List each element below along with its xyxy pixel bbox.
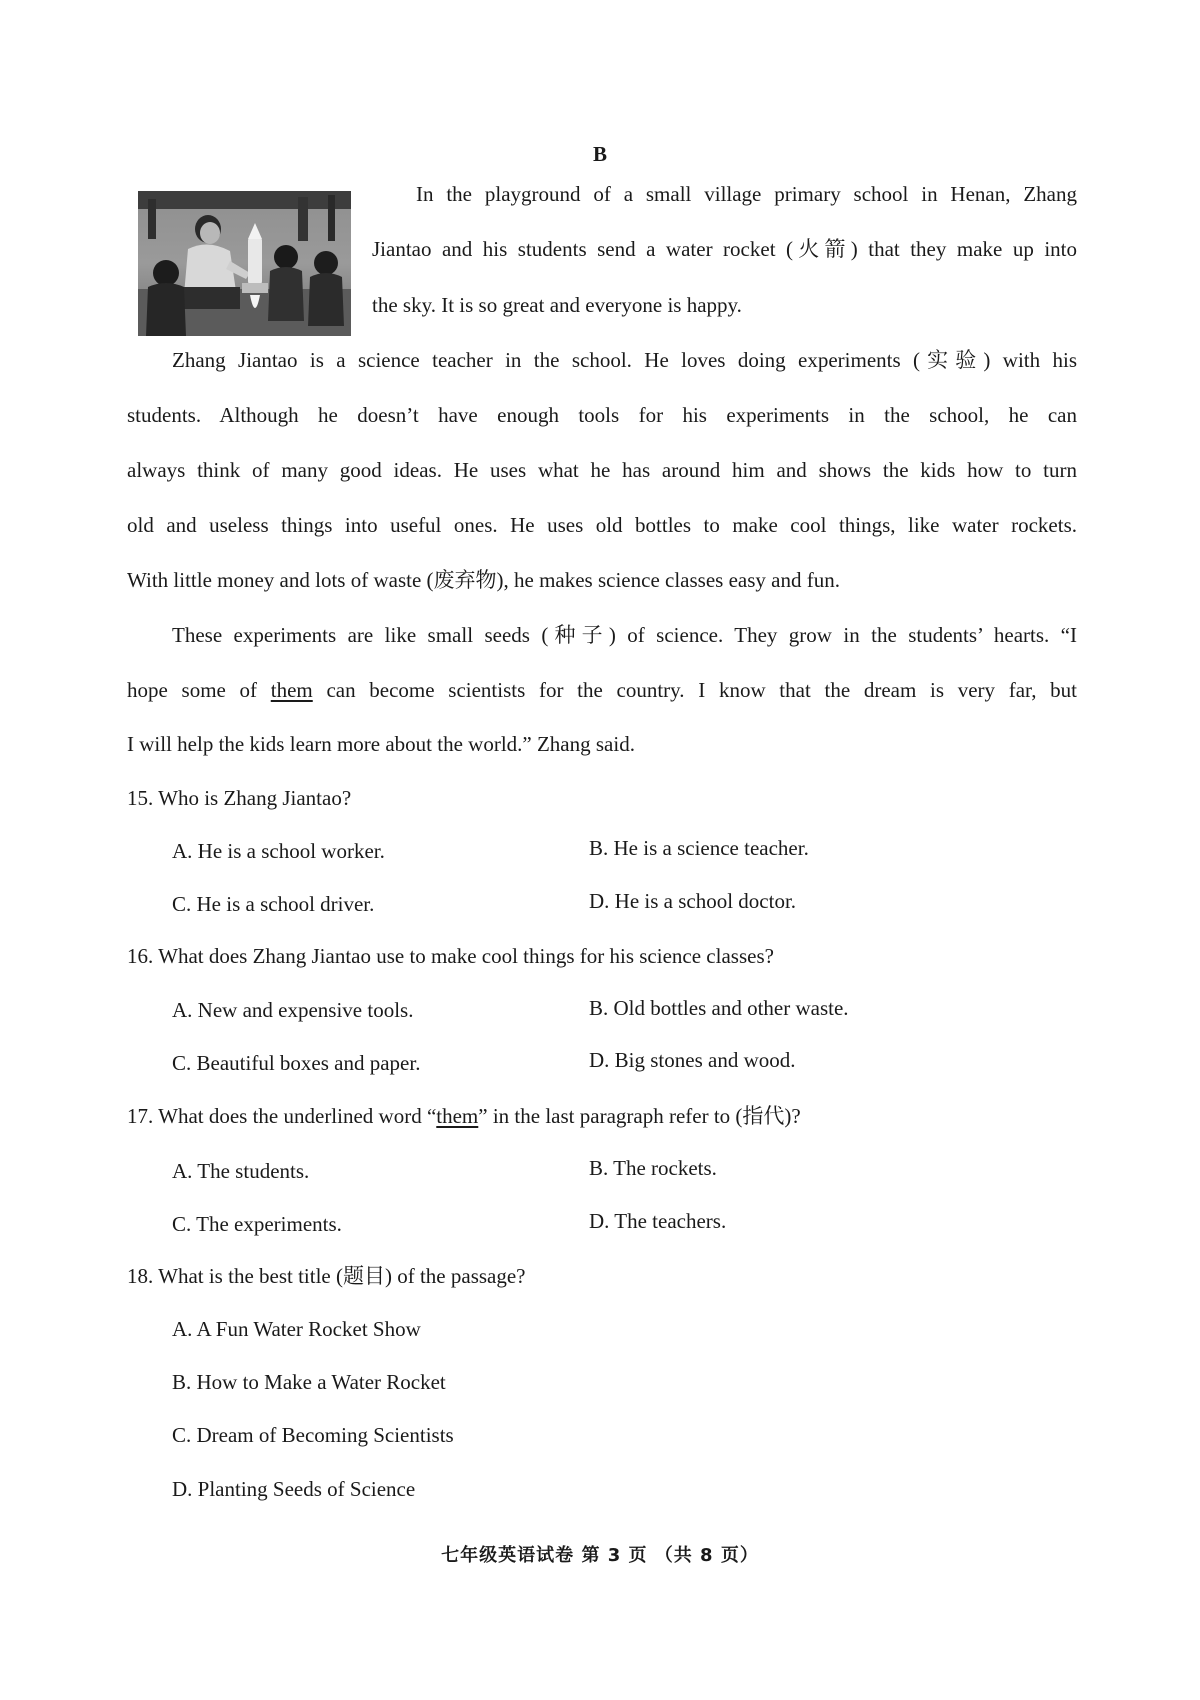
- option-18-a: A. A Fun Water Rocket Show: [172, 1317, 421, 1341]
- photo-teacher-students-water-rocket: [138, 191, 351, 336]
- question-17: [127, 1104, 801, 1128]
- question-text: 17. What does the underlined word “: [127, 1104, 437, 1128]
- section-heading: B: [592, 142, 607, 166]
- passage-line: With little money and lots of waste (废弃物), he makes science classes easy and fun.: [127, 568, 840, 592]
- question-15: 15. Who is Zhang Jiantao?: [127, 786, 352, 810]
- underlined-word-them: them: [436, 1104, 479, 1128]
- question-text: ” in the last paragraph refer to (指代)?: [478, 1104, 801, 1128]
- option-15-c: C. He is a school driver.: [172, 892, 375, 916]
- passage-line: In the playground of a small village primary school in Henan, Zhang: [416, 182, 1077, 206]
- option-15-b: B. He is a science teacher.: [589, 836, 809, 860]
- passage-line: I will help the kids learn more about the world.” Zhang said.: [127, 732, 635, 756]
- option-18-c: C. Dream of Becoming Scientists: [172, 1423, 454, 1447]
- passage-line: old and useless things into useful ones. He uses old bottles to make cool things, like water rockets.: [127, 513, 1077, 537]
- passage-line: These experiments are like small seeds (种子) of science. They grow in the students’ hearts. “I: [172, 623, 1077, 647]
- option-17-a: A. The students.: [172, 1159, 310, 1183]
- option-17-d: D. The teachers.: [589, 1209, 727, 1233]
- passage-text: hope some of: [127, 678, 271, 702]
- option-16-c: C. Beautiful boxes and paper.: [172, 1051, 421, 1075]
- underlined-word-them: them: [270, 678, 313, 702]
- option-15-a: A. He is a school worker.: [172, 839, 385, 863]
- option-15-d: D. He is a school doctor.: [589, 889, 797, 913]
- passage-text: can become scientists for the country. I know that the dream is very far, but: [312, 678, 1077, 702]
- option-17-c: C. The experiments.: [172, 1212, 342, 1236]
- passage-line: [127, 678, 1077, 702]
- passage-line: Jiantao and his students send a water rocket (火箭) that they make up into: [372, 237, 1077, 261]
- option-16-d: D. Big stones and wood.: [589, 1048, 796, 1072]
- passage-line: Zhang Jiantao is a science teacher in the school. He loves doing experiments (实验) with his: [172, 348, 1077, 372]
- question-18: 18. What is the best title (题目) of the passage?: [127, 1264, 526, 1288]
- option-16-b: B. Old bottles and other waste.: [589, 996, 849, 1020]
- option-18-b: B. How to Make a Water Rocket: [172, 1370, 446, 1394]
- passage-line: students. Although he doesn’t have enough tools for his experiments in the school, he can: [127, 403, 1077, 427]
- question-16: 16. What does Zhang Jiantao use to make cool things for his science classes?: [127, 944, 774, 968]
- passage-line: always think of many good ideas. He uses what he has around him and shows the kids how to turn: [127, 458, 1077, 482]
- option-18-d: D. Planting Seeds of Science: [172, 1477, 416, 1501]
- page-footer: 七年级英语试卷 第 3 页 （共 8 页）: [441, 1545, 759, 1566]
- option-16-a: A. New and expensive tools.: [172, 998, 414, 1022]
- passage-line: the sky. It is so great and everyone is happy.: [372, 293, 742, 317]
- option-17-b: B. The rockets.: [589, 1156, 717, 1180]
